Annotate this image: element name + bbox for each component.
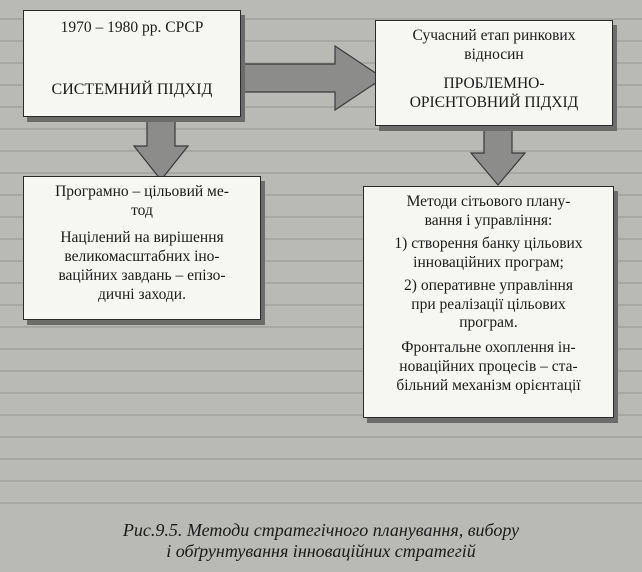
approach-title-line2: ОРІЄНТОВНИЙ ПІДХІД — [409, 93, 579, 111]
down-arrow-left — [133, 110, 189, 182]
item1-line1: 1) створення банку цільових — [394, 234, 583, 252]
method-line1: Програмно – цільовий ме- — [55, 183, 229, 200]
item1-line2: інноваційних програм; — [413, 253, 564, 271]
caption-line2: і обґрунтування інноваційних стратегій — [166, 540, 476, 561]
front-line2: новаційних процесів – ста- — [399, 358, 578, 376]
approach-title-line1: ПРОБЛЕМНО- — [443, 74, 545, 92]
caption-line1: Рис.9.5. Методи стратегічного планування, вибору — [122, 520, 520, 540]
intro-line1: Методи сітьового плану- — [406, 193, 571, 210]
item2-line3: програм. — [459, 314, 518, 332]
period-text: 1970 – 1980 рр. СРСР — [60, 19, 204, 36]
right-arrow — [225, 44, 385, 112]
stage-text-line1: Сучасний етап ринкових — [412, 27, 576, 44]
item2-line1: 2) оперативне управління — [404, 276, 573, 294]
front-line3: більний механізм орієнтації — [396, 377, 581, 395]
problem-oriented-box — [375, 20, 613, 126]
program-target-method-box — [23, 176, 261, 320]
systemic-approach-box — [23, 10, 241, 117]
systemic-approach-title: СИСТЕМНИЙ ПІДХІД — [51, 80, 213, 98]
intro-line2: вання і управління: — [424, 211, 553, 229]
desc-line1: Націлений на вирішення — [60, 228, 224, 246]
figure-caption — [0, 520, 642, 561]
desc-line3: ваційних завдань – епізо- — [58, 266, 226, 284]
down-arrow-right — [470, 125, 526, 187]
network-planning-box — [363, 186, 614, 418]
desc-line4: дичні заходи. — [98, 285, 186, 303]
method-line2: тод — [131, 201, 153, 219]
desc-line2: великомасштабних іно- — [64, 247, 220, 265]
stage-text-line2: відносин — [464, 45, 524, 63]
front-line1: Фронтальне охоплення ін- — [401, 339, 576, 357]
item2-line2: при реалізації цільових — [411, 295, 566, 313]
